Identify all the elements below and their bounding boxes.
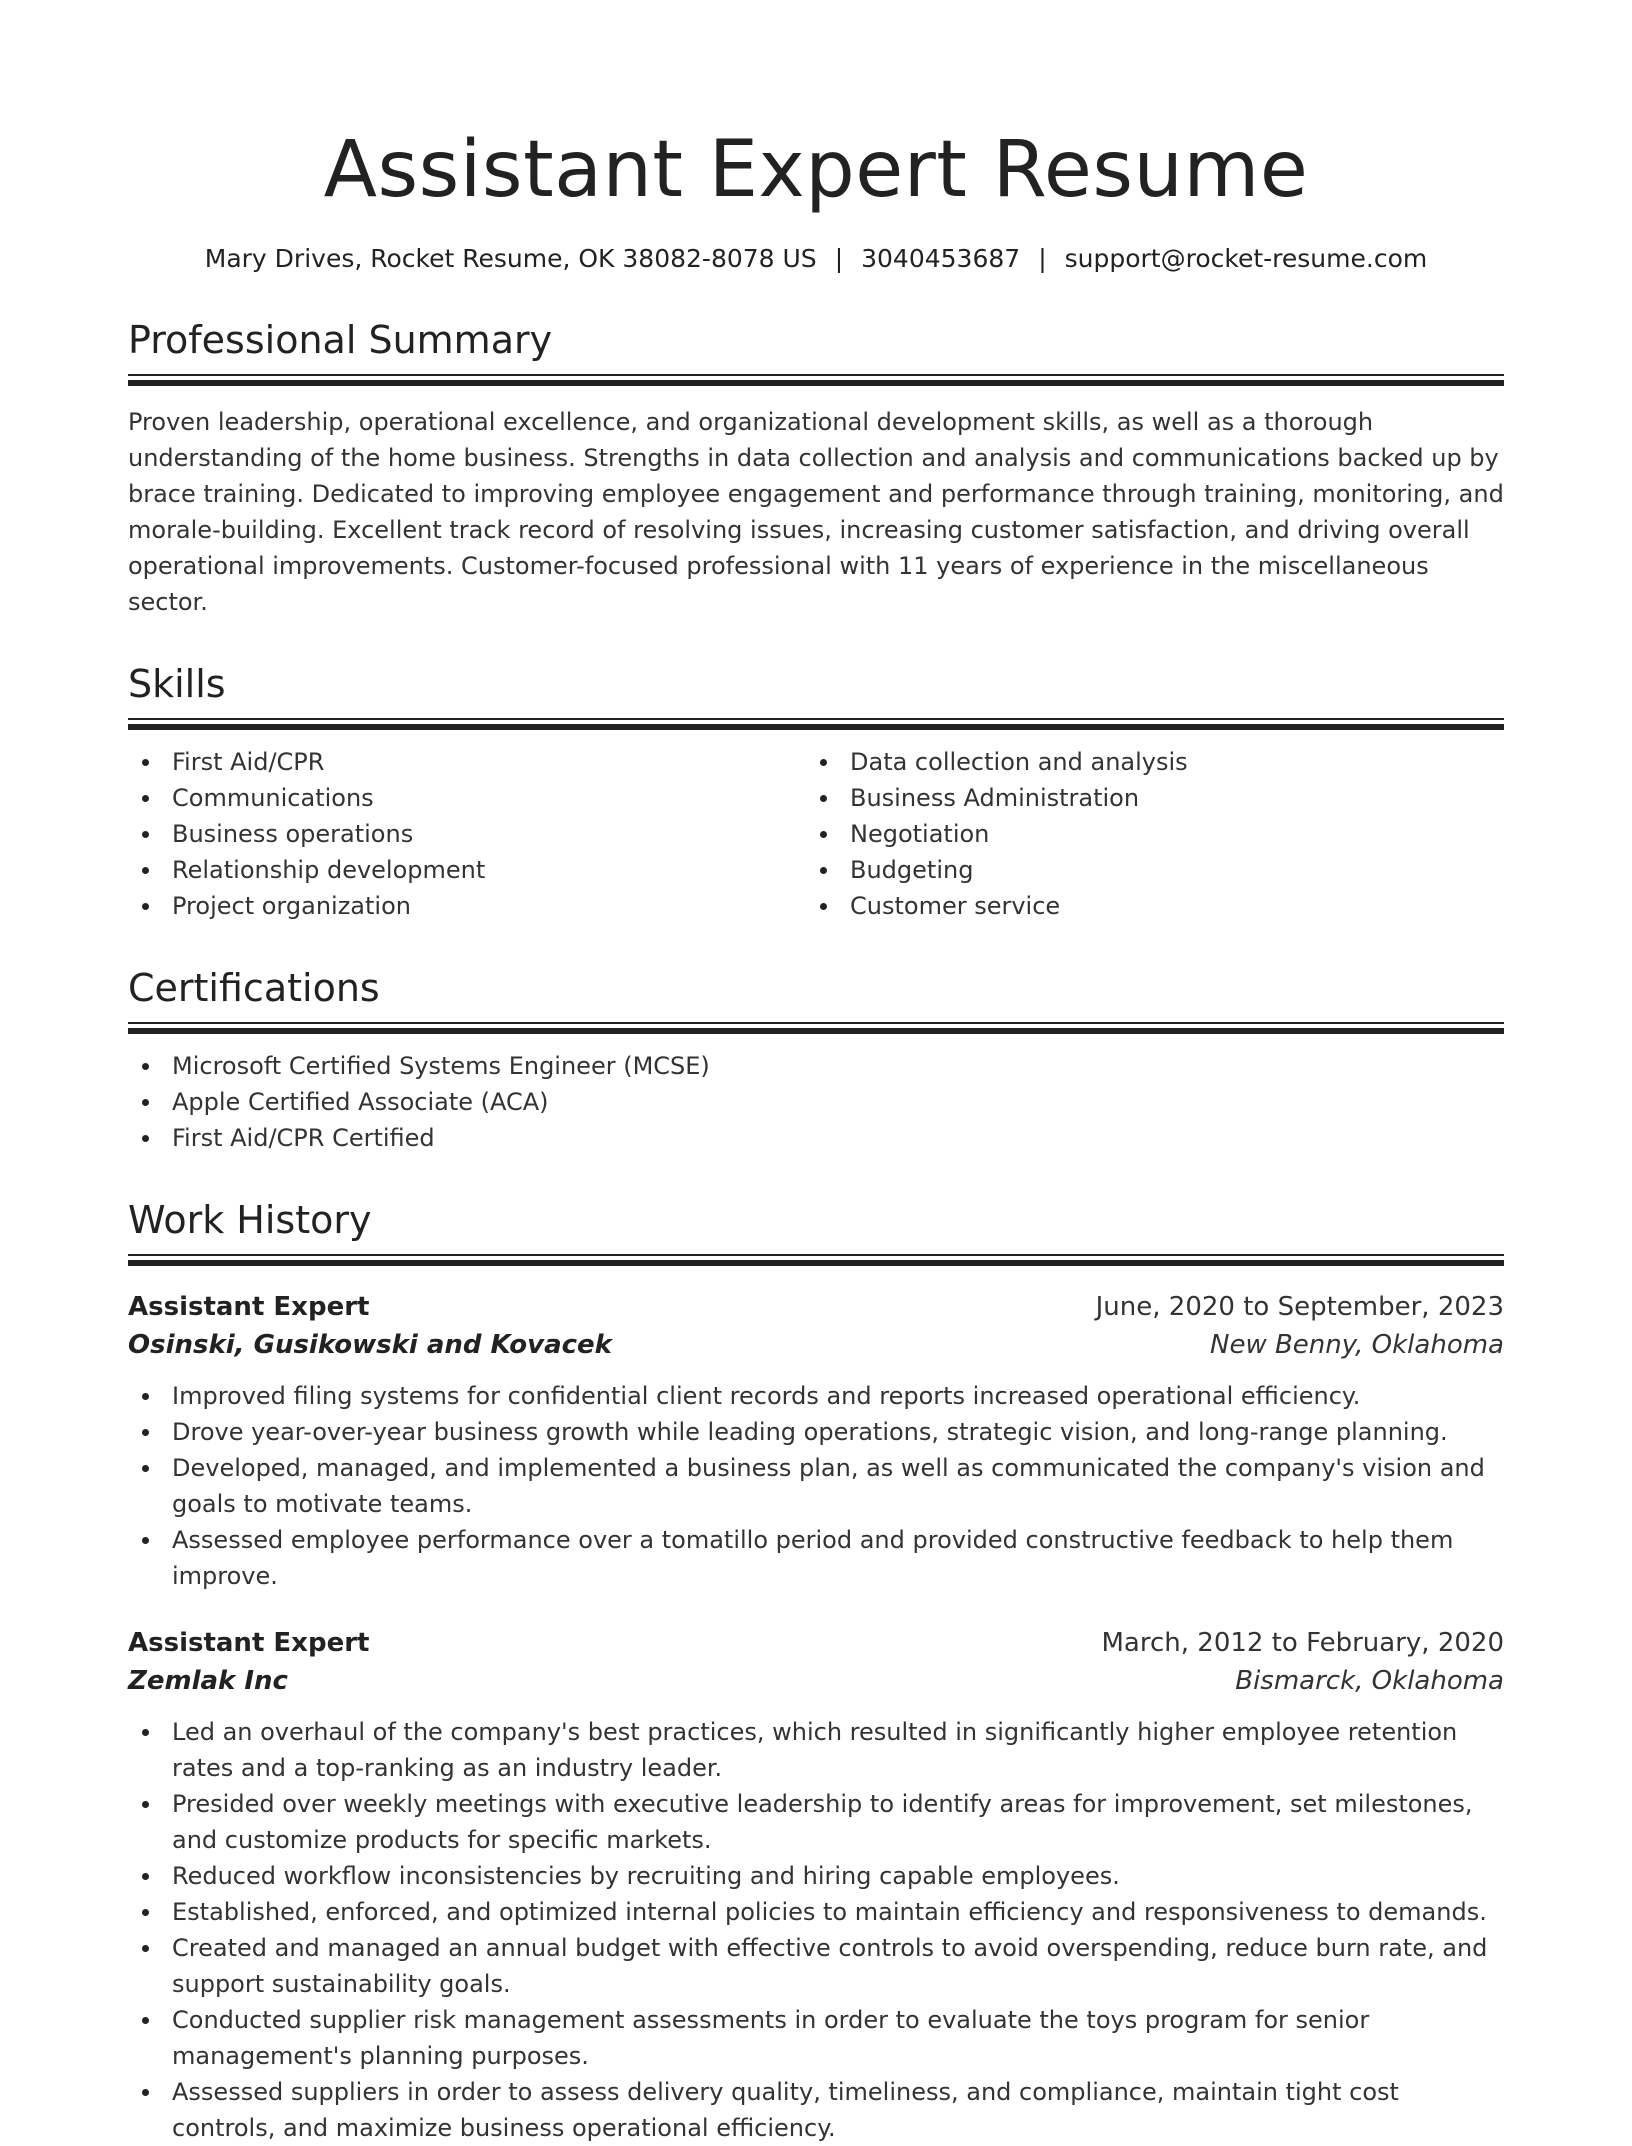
- skill-item: First Aid/CPR: [128, 744, 806, 780]
- contact-line: [128, 242, 1504, 276]
- job-company-row: [128, 1326, 1504, 1364]
- job-header-row: [128, 1624, 1504, 1662]
- skills-section: [128, 660, 1504, 924]
- skills-grid: [128, 744, 1504, 924]
- job-company-row: [128, 1662, 1504, 1700]
- section-divider: [128, 1022, 1504, 1034]
- certification-item: First Aid/CPR Certified: [128, 1120, 1504, 1156]
- skill-item: Business Administration: [806, 780, 1484, 816]
- job-duty-item: Reduced workflow inconsistencies by recruiting and hiring capable employees.: [128, 1858, 1504, 1894]
- job-duty-item: Established, enforced, and optimized internal policies to maintain efficiency and responsiveness to demands.: [128, 1894, 1504, 1930]
- job-duty-item: Drove year-over-year business growth while leading operations, strategic vision, and long-range planning.: [128, 1414, 1504, 1450]
- section-divider: [128, 374, 1504, 386]
- job-duty-item: Assessed suppliers in order to assess delivery quality, timeliness, and compliance, maintain tight cost controls, and maximize business operational efficiency.: [128, 2074, 1504, 2146]
- skill-item: Communications: [128, 780, 806, 816]
- job-duties-list: [128, 1378, 1504, 1594]
- job-header-row: [128, 1288, 1504, 1326]
- skill-item: Project organization: [128, 888, 806, 924]
- contact-separator: |: [834, 244, 844, 273]
- job-duty-item: Conducted supplier risk management assessments in order to evaluate the toys program for senior management's planning purposes.: [128, 2002, 1504, 2074]
- skill-item: Business operations: [128, 816, 806, 852]
- resume-title: Assistant Expert Resume: [323, 125, 1309, 215]
- job-company: Osinski, Gusikowski and Kovacek: [128, 1330, 612, 1360]
- certifications-heading: Certifications: [128, 966, 380, 1010]
- job-title: Assistant Expert: [128, 1292, 370, 1322]
- job-duty-item: Improved filing systems for confidential client records and reports increased operational efficiency.: [128, 1378, 1504, 1414]
- job-duty-item: Presided over weekly meetings with executive leadership to identify areas for improvement, set milestones, and customize products for specific markets.: [128, 1786, 1504, 1858]
- job-location: New Benny, Oklahoma: [1210, 1330, 1504, 1360]
- work-history-heading: Work History: [128, 1198, 372, 1242]
- job-company: Zemlak Inc: [128, 1666, 288, 1696]
- job-dates: March, 2012 to February, 2020: [1101, 1628, 1504, 1658]
- summary-text: Proven leadership, operational excellence, and organizational development skills, as well as a thorough understanding of the home business. Strengths in data collection and analysis and communications backed up by brace training. Dedicated to improving employee engagement and performance through training, monitoring, and morale-building. Excellent track record of resolving issues, increasing customer satisfaction, and driving overall operational improvements. Customer-focused professional with 11 years of experience in the miscellaneous sector.: [128, 408, 1504, 616]
- skill-item: Budgeting: [806, 852, 1484, 888]
- certifications-section: [128, 964, 1504, 1156]
- job-duty-item: Led an overhaul of the company's best practices, which resulted in significantly higher employee retention rates and a top-ranking as an industry leader.: [128, 1714, 1504, 1786]
- skills-heading: Skills: [128, 662, 226, 706]
- skills-list-left: [128, 744, 806, 924]
- section-divider: [128, 1254, 1504, 1266]
- section-divider: [128, 718, 1504, 730]
- work-history-section: [128, 1196, 1504, 2146]
- skills-list-right: [806, 744, 1484, 924]
- skill-item: Customer service: [806, 888, 1484, 924]
- summary-heading: Professional Summary: [128, 318, 553, 362]
- contact-separator: |: [1038, 244, 1047, 273]
- job-duty-item: Assessed employee performance over a tomatillo period and provided constructive feedback to help them improve.: [128, 1522, 1504, 1594]
- certification-item: Microsoft Certified Systems Engineer (MCSE): [128, 1048, 1504, 1084]
- skill-item: Relationship development: [128, 852, 806, 888]
- job-dates: June, 2020 to September, 2023: [1095, 1292, 1504, 1322]
- contact-phone: 3040453687: [861, 244, 1021, 273]
- job-location: Bismarck, Oklahoma: [1235, 1666, 1504, 1696]
- job-duty-item: Created and managed an annual budget with effective controls to avoid overspending, reduce burn rate, and support sustainability goals.: [128, 1930, 1504, 2002]
- summary-section: [128, 316, 1504, 620]
- job-entry: [128, 1624, 1504, 2146]
- skill-item: Data collection and analysis: [806, 744, 1484, 780]
- certification-item: Apple Certified Associate (ACA): [128, 1084, 1504, 1120]
- certifications-list: [128, 1048, 1504, 1156]
- job-entry: [128, 1288, 1504, 1594]
- job-duty-item: Developed, managed, and implemented a business plan, as well as communicated the company's vision and goals to motivate teams.: [128, 1450, 1504, 1522]
- contact-address: Mary Drives, Rocket Resume, OK 38082-8078 US: [204, 244, 817, 273]
- contact-email[interactable]: support@rocket-resume.com: [1064, 244, 1428, 273]
- skill-item: Negotiation: [806, 816, 1484, 852]
- job-duties-list: [128, 1714, 1504, 2146]
- job-title: Assistant Expert: [128, 1628, 370, 1658]
